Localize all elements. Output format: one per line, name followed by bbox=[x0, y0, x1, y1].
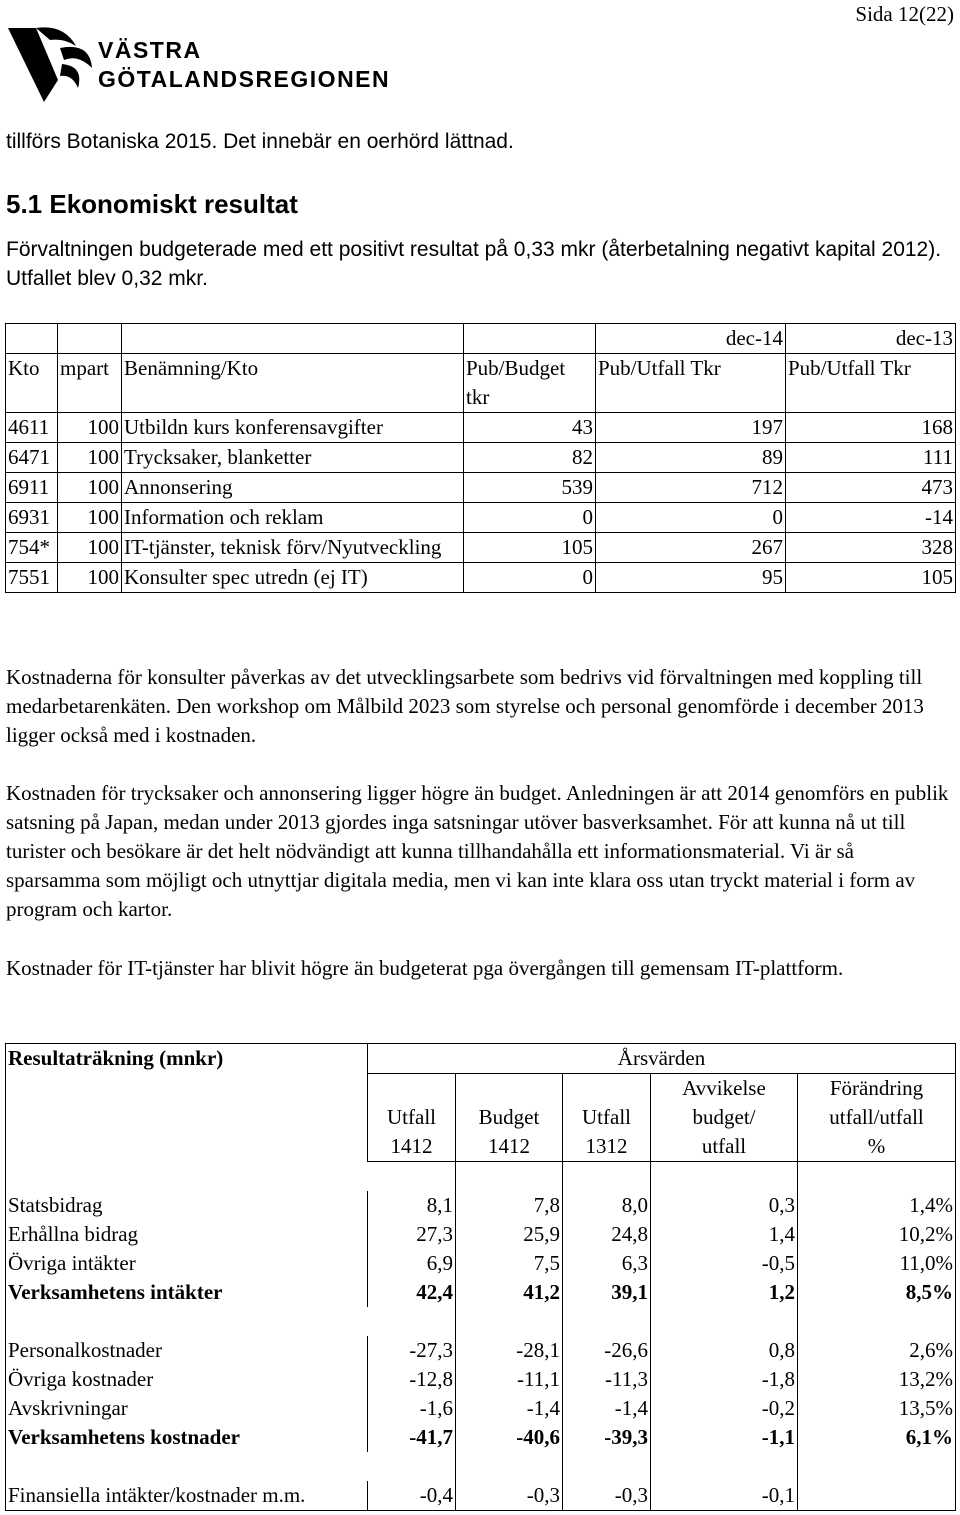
result-cell-c1: 27,3 bbox=[368, 1220, 456, 1249]
col-budget: Pub/Budget tkr bbox=[464, 354, 596, 413]
cost-cell-mpart: 100 bbox=[58, 443, 122, 473]
cost-cell-name: IT-tjänster, teknisk förv/Nyutveckling bbox=[122, 533, 464, 563]
paragraph-it: Kostnader för IT-tjänster har blivit högre än budgeterat pga övergången till gemensam IT-plattform. bbox=[6, 956, 844, 980]
col-budget-1412: Budget 1412 bbox=[456, 1074, 563, 1162]
cost-cell-name: Konsulter spec utredn (ej IT) bbox=[122, 563, 464, 593]
col-name: Benämning/Kto bbox=[122, 354, 464, 413]
result-cell-label: Verksamhetens intäkter bbox=[6, 1278, 368, 1307]
result-cell-c2: 7,5 bbox=[456, 1249, 563, 1278]
cost-cell-budget: 0 bbox=[464, 503, 596, 533]
cost-cell-name: Annonsering bbox=[122, 473, 464, 503]
result-table bbox=[5, 1043, 956, 1511]
result-cell-c4: 1,4 bbox=[651, 1220, 798, 1249]
col-avvikelse: Avvikelse budget/ utfall bbox=[651, 1074, 798, 1162]
cost-cell-u13: 168 bbox=[786, 413, 956, 443]
result-cell-c2: 41,2 bbox=[456, 1278, 563, 1307]
result-cell-c2: 25,9 bbox=[456, 1220, 563, 1249]
result-cell-c3: -1,4 bbox=[563, 1394, 651, 1423]
cost-table-period-row bbox=[6, 324, 956, 354]
cost-cell-mpart: 100 bbox=[58, 413, 122, 443]
cost-table-row bbox=[6, 563, 956, 593]
result-cell-c1: 8,1 bbox=[368, 1191, 456, 1220]
result-cell-label: Finansiella intäkter/kostnader m.m. bbox=[6, 1481, 368, 1511]
period-dec14: dec-14 bbox=[596, 324, 786, 354]
col-mpart: mpart bbox=[58, 354, 122, 413]
cost-cell-mpart: 100 bbox=[58, 473, 122, 503]
result-cell-c3: -26,6 bbox=[563, 1336, 651, 1365]
cost-cell-u13: -14 bbox=[786, 503, 956, 533]
col-kto: Kto bbox=[6, 354, 58, 413]
result-cell-c5: 8,5% bbox=[798, 1278, 956, 1307]
paragraph-consultants: Kostnaderna för konsulter påverkas av det utvecklingsarbete som bedrivs vid förvaltningen med koppling till medarbetarenkäten. Den workshop om Målbild 2023 som styrelse och personal genomförde i december 2013 ligger också med i kostnaden. bbox=[6, 665, 924, 747]
result-row bbox=[6, 1249, 956, 1278]
logo bbox=[6, 24, 391, 106]
result-cell-c3: -11,3 bbox=[563, 1365, 651, 1394]
cost-table-row bbox=[6, 533, 956, 563]
cost-table-row bbox=[6, 473, 956, 503]
result-row bbox=[6, 1365, 956, 1394]
result-cell-c4: -0,1 bbox=[651, 1481, 798, 1511]
spacer-row bbox=[6, 1452, 956, 1481]
result-cell-c5 bbox=[798, 1481, 956, 1511]
cost-cell-budget: 0 bbox=[464, 563, 596, 593]
result-cell-c2: -0,3 bbox=[456, 1481, 563, 1511]
col-utfall13: Pub/Utfall Tkr bbox=[786, 354, 956, 413]
result-row bbox=[6, 1278, 956, 1307]
result-cell-c3: 8,0 bbox=[563, 1191, 651, 1220]
result-cell-label: Övriga kostnader bbox=[6, 1365, 368, 1394]
result-cell-label: Övriga intäkter bbox=[6, 1249, 368, 1278]
result-row bbox=[6, 1481, 956, 1511]
result-cell-c1: -0,4 bbox=[368, 1481, 456, 1511]
cost-table-header-row bbox=[6, 354, 956, 413]
cost-table bbox=[5, 323, 956, 593]
result-cell-c5: 13,2% bbox=[798, 1365, 956, 1394]
cost-cell-u14: 95 bbox=[596, 563, 786, 593]
spacer-row bbox=[6, 1162, 956, 1191]
result-cell-c2: 7,8 bbox=[456, 1191, 563, 1220]
result-cell-c5: 11,0% bbox=[798, 1249, 956, 1278]
result-title: Resultaträkning (mnkr) bbox=[6, 1044, 368, 1162]
logo-mark-icon bbox=[6, 24, 94, 106]
result-cell-c3: 24,8 bbox=[563, 1220, 651, 1249]
result-cell-c4: -0,2 bbox=[651, 1394, 798, 1423]
page-number: Sida 12(22) bbox=[855, 2, 954, 26]
result-row bbox=[6, 1394, 956, 1423]
cost-cell-budget: 43 bbox=[464, 413, 596, 443]
result-cell-c4: -0,5 bbox=[651, 1249, 798, 1278]
col-forandring: Förändring utfall/utfall % bbox=[798, 1074, 956, 1162]
cost-cell-u13: 111 bbox=[786, 443, 956, 473]
intro-line: tillförs Botaniska 2015. Det innebär en oerhörd lättnad. bbox=[6, 130, 514, 153]
result-cell-c5: 2,6% bbox=[798, 1336, 956, 1365]
cost-cell-budget: 82 bbox=[464, 443, 596, 473]
result-cell-c1: 6,9 bbox=[368, 1249, 456, 1278]
result-cell-c3: -39,3 bbox=[563, 1423, 651, 1452]
result-row bbox=[6, 1423, 956, 1452]
result-cell-c1: -41,7 bbox=[368, 1423, 456, 1452]
cost-cell-kto: 6471 bbox=[6, 443, 58, 473]
cost-cell-kto: 6931 bbox=[6, 503, 58, 533]
cost-cell-u13: 473 bbox=[786, 473, 956, 503]
col-utfall-1412: Utfall 1412 bbox=[368, 1074, 456, 1162]
logo-line-1: VÄSTRA bbox=[98, 37, 202, 63]
result-cell-c2: -11,1 bbox=[456, 1365, 563, 1394]
cost-cell-u14: 267 bbox=[596, 533, 786, 563]
cost-cell-u13: 328 bbox=[786, 533, 956, 563]
result-cell-c4: 1,2 bbox=[651, 1278, 798, 1307]
cost-cell-mpart: 100 bbox=[58, 563, 122, 593]
cost-cell-u14: 0 bbox=[596, 503, 786, 533]
result-cell-label: Personalkostnader bbox=[6, 1336, 368, 1365]
cost-cell-u13: 105 bbox=[786, 563, 956, 593]
cost-cell-kto: 7551 bbox=[6, 563, 58, 593]
cost-cell-name: Utbildn kurs konferensavgifter bbox=[122, 413, 464, 443]
section-intro: Förvaltningen budgeterade med ett positivt resultat på 0,33 mkr (återbetalning negativt kapital 2012). Utfallet blev 0,32 mkr. bbox=[6, 238, 942, 290]
cost-table-row bbox=[6, 443, 956, 473]
result-cell-c5: 6,1% bbox=[798, 1423, 956, 1452]
result-cell-c2: -40,6 bbox=[456, 1423, 563, 1452]
result-cell-c4: 0,3 bbox=[651, 1191, 798, 1220]
col-utfall14: Pub/Utfall Tkr bbox=[596, 354, 786, 413]
cost-cell-u14: 197 bbox=[596, 413, 786, 443]
result-row bbox=[6, 1191, 956, 1220]
result-cell-c5: 13,5% bbox=[798, 1394, 956, 1423]
cost-cell-budget: 539 bbox=[464, 473, 596, 503]
cost-cell-u14: 89 bbox=[596, 443, 786, 473]
cost-cell-u14: 712 bbox=[596, 473, 786, 503]
result-cell-c2: -1,4 bbox=[456, 1394, 563, 1423]
cost-cell-budget: 105 bbox=[464, 533, 596, 563]
cost-cell-mpart: 100 bbox=[58, 533, 122, 563]
cost-cell-kto: 754* bbox=[6, 533, 58, 563]
result-row bbox=[6, 1336, 956, 1365]
period-dec13: dec-13 bbox=[786, 324, 956, 354]
section-title: 5.1 Ekonomiskt resultat bbox=[6, 189, 298, 219]
paragraph-printing: Kostnaden för trycksaker och annonsering ligger högre än budget. Anledningen är att 2014 genomförs en publik satsning på Japan, medan under 2013 gjordes inga satsningar utöver basverksamhet. För att kunna nå ut till turister och besökare är det helt nödvändigt att kunna tillhandahålla ett informationsmaterial. Vi är så sparsamma som möjligt och utnyttjar digitala media, men vi kan inte klara oss utan tryckt material i form av program och kartor. bbox=[6, 781, 949, 921]
col-utfall-1312: Utfall 1312 bbox=[563, 1074, 651, 1162]
result-cell-label: Statsbidrag bbox=[6, 1191, 368, 1220]
cost-cell-kto: 4611 bbox=[6, 413, 58, 443]
result-cell-c5: 1,4% bbox=[798, 1191, 956, 1220]
result-row bbox=[6, 1220, 956, 1249]
result-cell-label: Avskrivningar bbox=[6, 1394, 368, 1423]
group-header: Årsvärden bbox=[368, 1044, 956, 1074]
result-cell-c2: -28,1 bbox=[456, 1336, 563, 1365]
cost-cell-name: Information och reklam bbox=[122, 503, 464, 533]
result-cell-c3: 6,3 bbox=[563, 1249, 651, 1278]
result-cell-c1: -12,8 bbox=[368, 1365, 456, 1394]
spacer-row bbox=[6, 1307, 956, 1336]
cost-cell-kto: 6911 bbox=[6, 473, 58, 503]
result-cell-c1: -1,6 bbox=[368, 1394, 456, 1423]
result-title-row bbox=[6, 1044, 956, 1074]
result-cell-c1: -27,3 bbox=[368, 1336, 456, 1365]
result-cell-c3: -0,3 bbox=[563, 1481, 651, 1511]
result-cell-c4: -1,1 bbox=[651, 1423, 798, 1452]
cost-table-row bbox=[6, 413, 956, 443]
result-cell-c3: 39,1 bbox=[563, 1278, 651, 1307]
result-cell-c4: 0,8 bbox=[651, 1336, 798, 1365]
result-cell-label: Verksamhetens kostnader bbox=[6, 1423, 368, 1452]
result-cell-label: Erhållna bidrag bbox=[6, 1220, 368, 1249]
cost-cell-mpart: 100 bbox=[58, 503, 122, 533]
result-cell-c4: -1,8 bbox=[651, 1365, 798, 1394]
result-cell-c1: 42,4 bbox=[368, 1278, 456, 1307]
cost-cell-name: Trycksaker, blanketter bbox=[122, 443, 464, 473]
logo-line-2: GÖTALANDSREGIONEN bbox=[98, 66, 391, 92]
result-cell-c5: 10,2% bbox=[798, 1220, 956, 1249]
cost-table-row bbox=[6, 503, 956, 533]
